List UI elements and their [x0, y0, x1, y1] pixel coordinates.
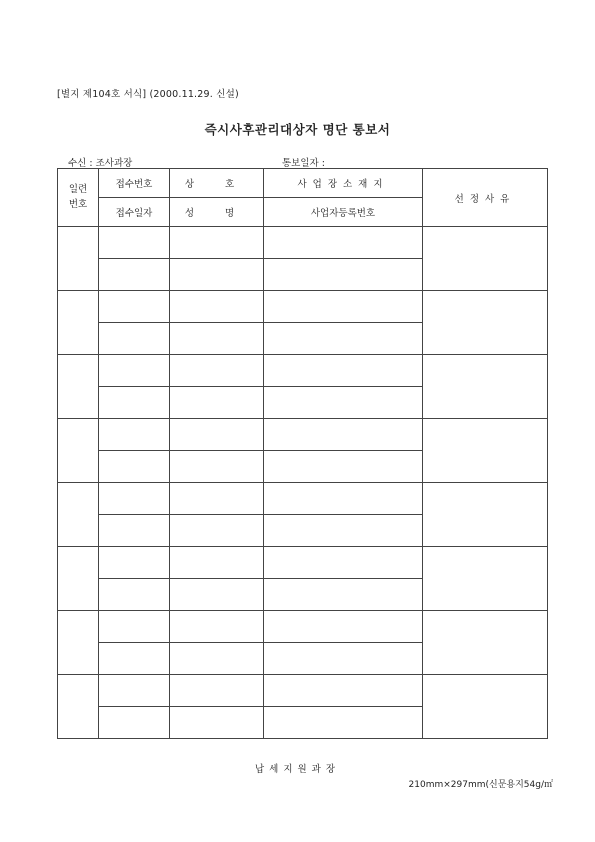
selection-reason-cell[interactable] — [423, 547, 548, 611]
site-address-cell[interactable] — [264, 483, 423, 515]
header-receipt-no: 접수번호 — [99, 169, 170, 198]
site-address-cell[interactable] — [264, 355, 423, 387]
selection-reason-cell[interactable] — [423, 675, 548, 739]
receipt-date-cell[interactable] — [99, 515, 170, 547]
receipt-no-cell[interactable] — [99, 419, 170, 451]
serial-cell[interactable] — [58, 547, 99, 611]
serial-cell[interactable] — [58, 483, 99, 547]
selection-reason-cell[interactable] — [423, 419, 548, 483]
table-row — [58, 547, 548, 579]
site-address-cell[interactable] — [264, 547, 423, 579]
receipt-no-cell[interactable] — [99, 675, 170, 707]
header-selection-reason: 선정사유 — [423, 169, 548, 227]
biz-reg-no-cell[interactable] — [264, 259, 423, 291]
form-reference: [별지 제104호 서식] (2000.11.29. 신설) — [57, 89, 239, 100]
serial-cell[interactable] — [58, 675, 99, 739]
table-row — [58, 611, 548, 643]
biz-reg-no-cell[interactable] — [264, 579, 423, 611]
biz-reg-no-cell[interactable] — [264, 387, 423, 419]
receipt-date-cell[interactable] — [99, 643, 170, 675]
trade-name-cell[interactable] — [170, 483, 264, 515]
receipt-no-cell[interactable] — [99, 227, 170, 259]
name-cell[interactable] — [170, 515, 264, 547]
recipient: 수신 : 조사과장 — [68, 158, 133, 169]
receipt-date-cell[interactable] — [99, 259, 170, 291]
selection-reason-cell[interactable] — [423, 355, 548, 419]
name-cell[interactable] — [170, 259, 264, 291]
name-cell[interactable] — [170, 451, 264, 483]
trade-name-cell[interactable] — [170, 547, 264, 579]
receipt-date-cell[interactable] — [99, 387, 170, 419]
trade-name-cell[interactable] — [170, 355, 264, 387]
table-row — [58, 483, 548, 515]
serial-cell[interactable] — [58, 227, 99, 291]
trade-name-cell[interactable] — [170, 611, 264, 643]
site-address-cell[interactable] — [264, 227, 423, 259]
selection-reason-cell[interactable] — [423, 483, 548, 547]
header-serial-no: 일련 번호 — [58, 169, 99, 227]
header-row-1 — [58, 169, 548, 198]
name-cell[interactable] — [170, 323, 264, 355]
biz-reg-no-cell[interactable] — [264, 451, 423, 483]
biz-reg-no-cell[interactable] — [264, 515, 423, 547]
table-row — [58, 419, 548, 451]
table-row — [58, 227, 548, 259]
roster-table — [57, 168, 548, 739]
trade-name-cell[interactable] — [170, 675, 264, 707]
selection-reason-cell[interactable] — [423, 291, 548, 355]
biz-reg-no-cell[interactable] — [264, 643, 423, 675]
trade-name-cell[interactable] — [170, 227, 264, 259]
receipt-date-cell[interactable] — [99, 707, 170, 739]
issuer: 납세지원과장 — [254, 764, 341, 775]
header-site-address: 사업장소재지 — [264, 169, 423, 198]
receipt-date-cell[interactable] — [99, 451, 170, 483]
notice-date-label: 통보일자 : — [282, 158, 325, 169]
receipt-no-cell[interactable] — [99, 355, 170, 387]
header-biz-reg-no: 사업자등록번호 — [264, 198, 423, 227]
name-cell[interactable] — [170, 643, 264, 675]
name-cell[interactable] — [170, 579, 264, 611]
name-cell[interactable] — [170, 707, 264, 739]
trade-name-cell[interactable] — [170, 419, 264, 451]
receipt-no-cell[interactable] — [99, 611, 170, 643]
name-cell[interactable] — [170, 387, 264, 419]
header-name: 성 명 — [170, 198, 264, 227]
biz-reg-no-cell[interactable] — [264, 707, 423, 739]
receipt-no-cell[interactable] — [99, 483, 170, 515]
site-address-cell[interactable] — [264, 419, 423, 451]
receipt-date-cell[interactable] — [99, 579, 170, 611]
site-address-cell[interactable] — [264, 291, 423, 323]
serial-cell[interactable] — [58, 291, 99, 355]
paper-spec: 210mm×297mm(신문용지54g/㎡ — [408, 780, 553, 790]
biz-reg-no-cell[interactable] — [264, 323, 423, 355]
header-receipt-date: 접수일자 — [99, 198, 170, 227]
receipt-no-cell[interactable] — [99, 547, 170, 579]
table-row — [58, 355, 548, 387]
trade-name-cell[interactable] — [170, 291, 264, 323]
site-address-cell[interactable] — [264, 611, 423, 643]
serial-cell[interactable] — [58, 419, 99, 483]
serial-cell[interactable] — [58, 611, 99, 675]
document-title: 즉시사후관리대상자 명단 통보서 — [204, 122, 391, 137]
receipt-no-cell[interactable] — [99, 291, 170, 323]
selection-reason-cell[interactable] — [423, 611, 548, 675]
serial-cell[interactable] — [58, 355, 99, 419]
header-trade-name: 상 호 — [170, 169, 264, 198]
table-row — [58, 675, 548, 707]
site-address-cell[interactable] — [264, 675, 423, 707]
table-row — [58, 291, 548, 323]
selection-reason-cell[interactable] — [423, 227, 548, 291]
receipt-date-cell[interactable] — [99, 323, 170, 355]
